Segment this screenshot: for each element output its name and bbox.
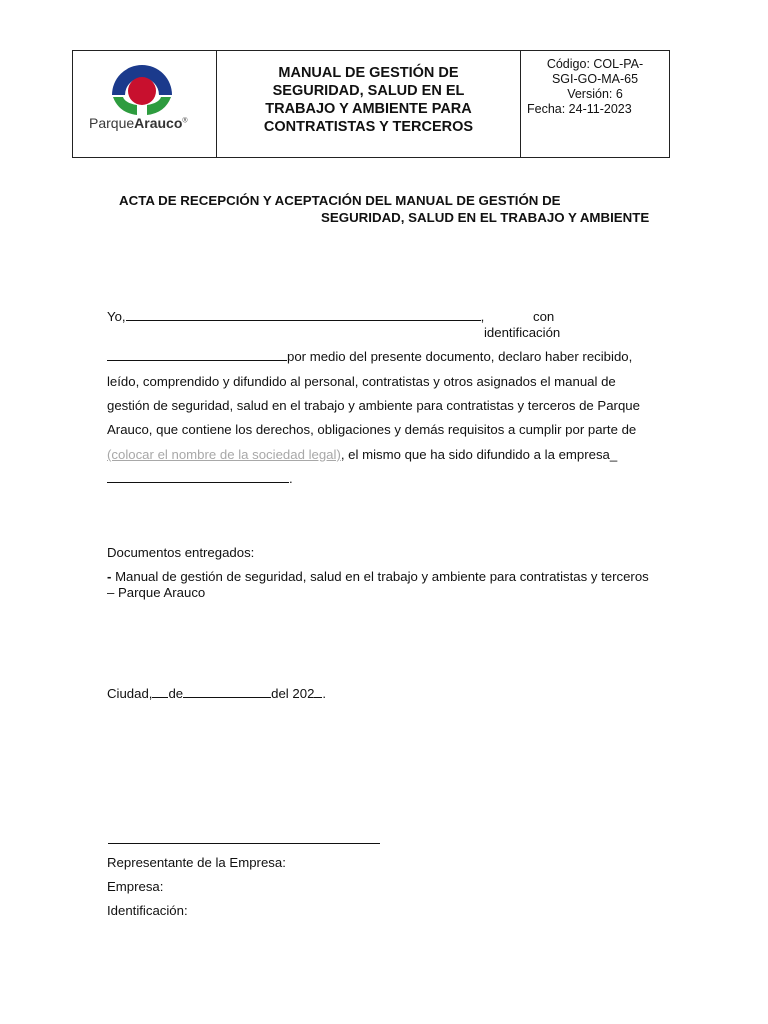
codigo-line-1: Código: COL-PA- bbox=[546, 57, 644, 71]
day-blank[interactable] bbox=[152, 686, 168, 698]
fecha: Fecha: 24-11-2023 bbox=[527, 102, 632, 116]
empresa-blank[interactable] bbox=[107, 471, 289, 483]
body-line-5: Arauco, que contiene los derechos, obligaciones y demás requisitos a cumplir por parte de bbox=[107, 422, 637, 437]
parque-arauco-logo-icon bbox=[109, 61, 175, 117]
con-text: con bbox=[533, 309, 555, 324]
month-blank[interactable] bbox=[183, 686, 271, 698]
identificacion-label: Identificación: bbox=[107, 903, 188, 918]
document-header-table bbox=[72, 50, 670, 158]
ciudad-fecha-line: Ciudad, de del 202 . bbox=[107, 686, 327, 701]
manual-title-cell bbox=[217, 51, 521, 157]
documento-item-line-2: – Parque Arauco bbox=[107, 585, 206, 600]
acta-title-line-1: ACTA DE RECEPCIÓN Y ACEPTACIÓN DEL MANUAL DE GESTIÓN DE bbox=[119, 193, 561, 208]
name-blank[interactable] bbox=[126, 309, 481, 321]
sociedad-placeholder-link[interactable]: (colocar el nombre de la sociedad legal) bbox=[107, 447, 341, 462]
documentos-heading: Documentos entregados: bbox=[107, 545, 255, 560]
document-meta-cell bbox=[521, 51, 669, 157]
representante-label: Representante de la Empresa: bbox=[107, 855, 286, 870]
body-line-3: leído, comprendido y difundido al personal, contratistas y otros asignados el manual de bbox=[107, 374, 616, 389]
manual-title: MANUAL DE GESTIÓN DE SEGURIDAD, SALUD EN EL TRABAJO Y AMBIENTE PARA CONTRATISTAS Y TERCEROS bbox=[263, 65, 474, 135]
logo-wordmark: ParqueArauco® bbox=[89, 115, 188, 131]
body-line-6: (colocar el nombre de la sociedad legal), el mismo que ha sido difundido a la empresa_ bbox=[107, 447, 618, 462]
version: Versión: 6 bbox=[567, 87, 623, 101]
body-line-7: . bbox=[107, 471, 293, 486]
identificacion-text: identificación bbox=[484, 325, 561, 340]
codigo-line-2: SGI-GO-MA-65 bbox=[551, 72, 639, 86]
logo-cell bbox=[73, 51, 217, 157]
empresa-label: Empresa: bbox=[107, 879, 164, 894]
body-line-2: por medio del presente documento, declaro haber recibido, bbox=[107, 349, 632, 364]
yo-line: Yo, , bbox=[107, 309, 485, 324]
documento-item-line-1: - Manual de gestión de seguridad, salud en el trabajo y ambiente para contratistas y terceros bbox=[107, 569, 649, 584]
id-blank[interactable] bbox=[107, 349, 287, 361]
acta-title-line-2: SEGURIDAD, SALUD EN EL TRABAJO Y AMBIENTE bbox=[321, 210, 650, 225]
signature-line[interactable] bbox=[108, 843, 380, 844]
body-line-4: gestión de seguridad, salud en el trabajo y ambiente para contratistas y terceros de Parque bbox=[107, 398, 640, 413]
